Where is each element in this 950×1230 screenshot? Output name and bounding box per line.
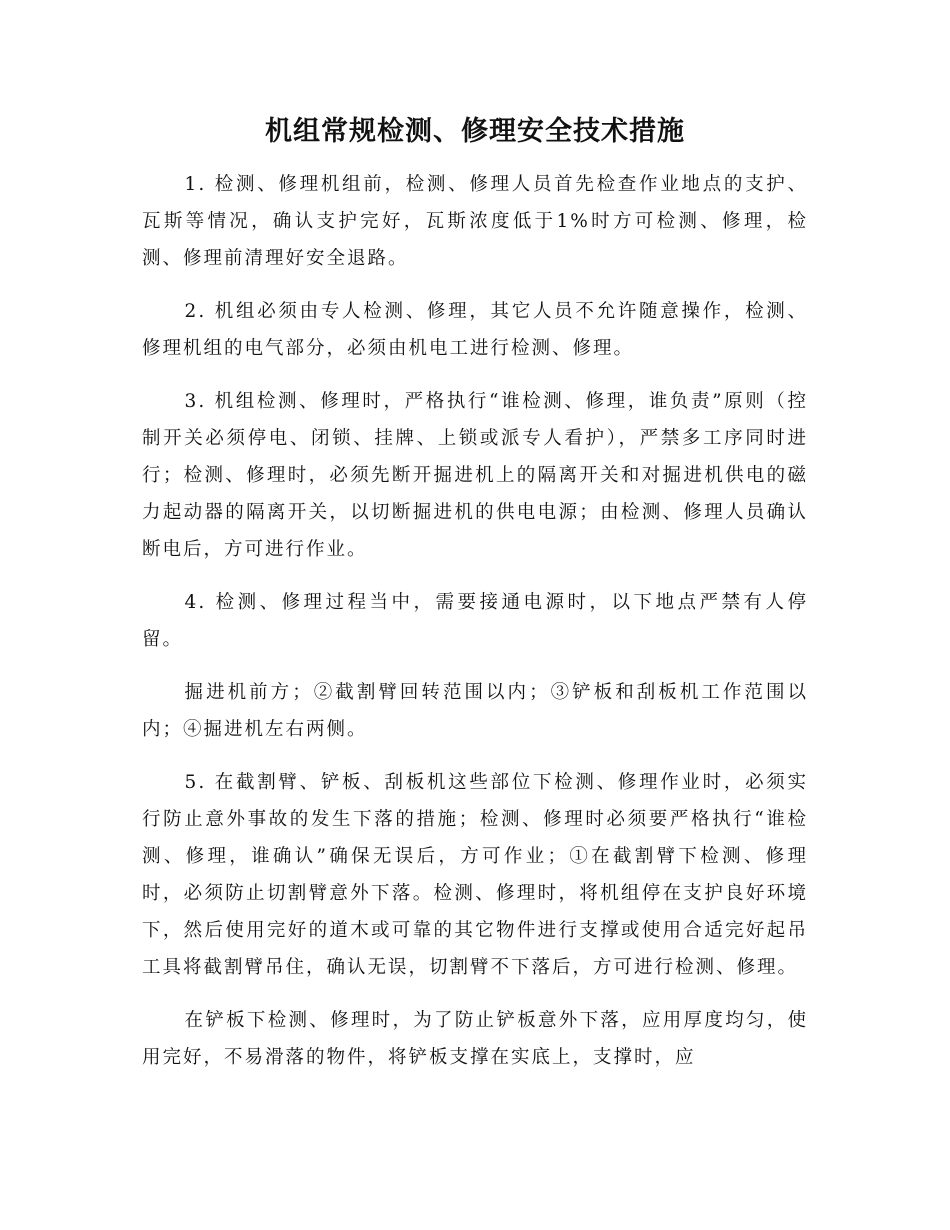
paragraph-1: 1. 检测、修理机组前，检测、修理人员首先检查作业地点的支护、瓦斯等情况，确认支护完好，瓦斯浓度低于1%时方可检测、修理，检测、修理前清理好安全退路。 xyxy=(142,174,808,269)
paragraph-7: 在铲板下检测、修理时，为了防止铲板意外下落，应用厚度均匀，使用完好，不易滑落的物件，将铲板支撑在实底上，支撑时，应 xyxy=(142,1010,808,1068)
paragraph-5: 掘进机前方；②截割臂回转范围以内；③铲板和刮板机工作范围以内；④掘进机左右两侧。 xyxy=(142,682,808,740)
paragraph-2: 2. 机组必须由专人检测、修理，其它人员不允许随意操作，检测、修理机组的电气部分，必须由机电工进行检测、修理。 xyxy=(142,301,808,359)
paragraph-3: 3. 机组检测、修理时，严格执行“谁检测、修理，谁负责”原则（控制开关必须停电、闭锁、挂牌、上锁或派专人看护），严禁多工序同时进行；检测、修理时，必须先断开掘进机上的隔离开关和对掘进机供电的磁力起动器的隔离开关，以切断掘进机的供电电源；由检测、修理人员确认断电后，方可进行作业。 xyxy=(142,391,808,560)
paragraph-4: 4. 检测、修理过程当中，需要接通电源时，以下地点严禁有人停留。 xyxy=(142,592,808,650)
document-body xyxy=(142,166,808,1092)
page-title: 机组常规检测、修理安全技术措施 xyxy=(265,116,685,147)
paragraph-6: 5. 在截割臂、铲板、刮板机这些部位下检测、修理作业时，必须实行防止意外事故的发生下落的措施；检测、修理时必须要严格执行“谁检测、修理，谁确认”确保无误后，方可作业；①在截割臂下检测、修理时，必须防止切割臂意外下落。检测、修理时，将机组停在支护良好环境下，然后使用完好的道木或可靠的其它物件进行支撑或使用合适完好起吊工具将截割臂吊住，确认无误，切割臂不下落后，方可进行检测、修理。 xyxy=(142,772,808,978)
